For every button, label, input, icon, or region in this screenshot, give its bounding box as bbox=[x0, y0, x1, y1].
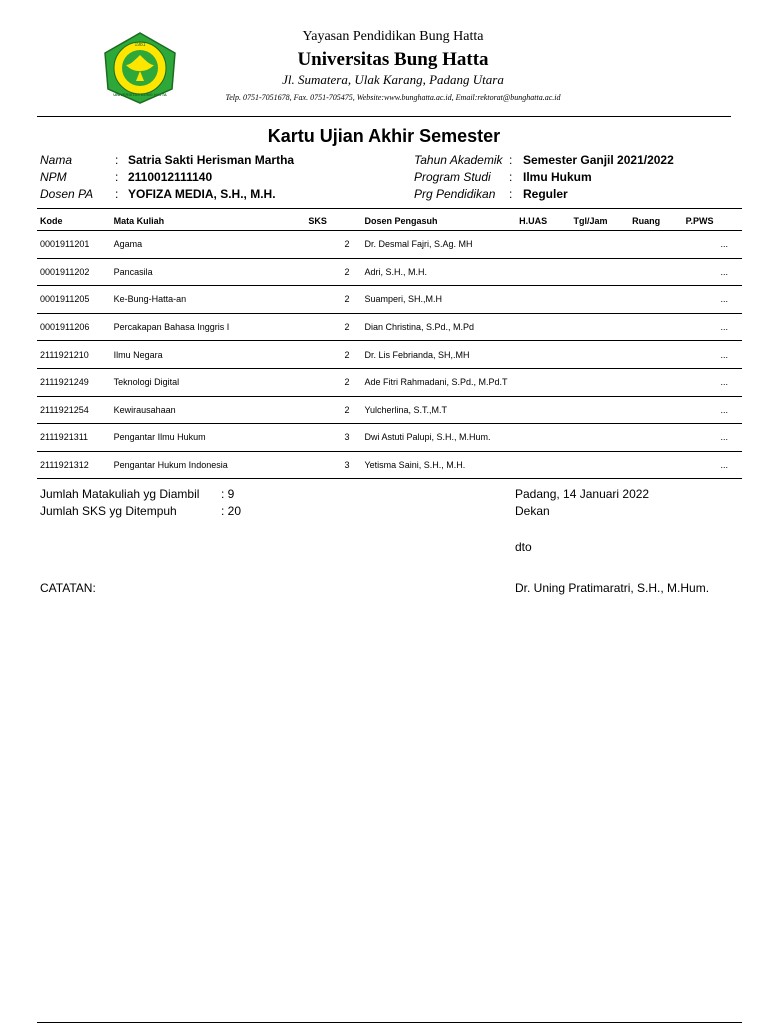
cell-ppws: ... bbox=[683, 396, 742, 424]
cell-sks: 2 bbox=[305, 396, 361, 424]
cell-sks: 2 bbox=[305, 231, 361, 259]
cell-tgl-jam bbox=[571, 286, 630, 314]
page-title: Kartu Ujian Akhir Semester bbox=[267, 126, 501, 146]
jumlah-mk-label: Jumlah Matakuliah yg Diambil bbox=[40, 487, 200, 501]
cell-kode: 0001911205 bbox=[37, 286, 111, 314]
cell-ruang bbox=[629, 341, 683, 369]
cell-dosen: Dr. Lis Febrianda, SH,.MH bbox=[362, 341, 517, 369]
cell-ppws: ... bbox=[683, 258, 742, 286]
col-kode: Kode bbox=[37, 211, 111, 231]
col-tgl-jam: Tgl/Jam bbox=[571, 211, 630, 231]
table-row bbox=[37, 258, 742, 286]
course-table bbox=[37, 211, 742, 479]
prg-pendidikan-label: Prg Pendidikan bbox=[414, 187, 496, 201]
signatory-position: Dekan bbox=[515, 504, 550, 518]
jumlah-sks-label: Jumlah SKS yg Ditempuh bbox=[40, 504, 177, 518]
cell-tgl-jam bbox=[571, 451, 630, 479]
dosen-pa-colon: : bbox=[115, 187, 119, 201]
col-mata-kuliah: Mata Kuliah bbox=[111, 211, 306, 231]
cell-mata-kuliah: Percakapan Bahasa Inggris I bbox=[111, 313, 306, 341]
cell-dosen: Ade Fitri Rahmadani, S.Pd., M.Pd.T bbox=[362, 368, 517, 396]
page-bottom-divider bbox=[37, 1022, 742, 1023]
cell-dosen: Yulcherlina, S.T.,M.T bbox=[362, 396, 517, 424]
col-ppws: P.PWS bbox=[683, 211, 742, 231]
signature-mark: dto bbox=[515, 540, 532, 554]
tahun-akademik-label: Tahun Akademik bbox=[414, 153, 503, 167]
cell-ppws: ... bbox=[683, 231, 742, 259]
cell-sks: 2 bbox=[305, 258, 361, 286]
table-row bbox=[37, 451, 742, 479]
table-row bbox=[37, 286, 742, 314]
university-address: Jl. Sumatera, Ulak Karang, Padang Utara bbox=[282, 72, 504, 87]
place-date: Padang, 14 Januari 2022 bbox=[515, 487, 650, 501]
table-top-divider bbox=[37, 208, 742, 209]
prg-pendidikan-value: Reguler bbox=[523, 187, 568, 201]
cell-kode: 2111921249 bbox=[37, 368, 111, 396]
cell-ppws: ... bbox=[683, 424, 742, 452]
cell-tgl-jam bbox=[571, 368, 630, 396]
cell-ruang bbox=[629, 424, 683, 452]
foundation-name: Yayasan Pendidikan Bung Hatta bbox=[302, 29, 484, 44]
logo-text: UNIVERSITAS BUNG HATTA bbox=[113, 92, 167, 97]
cell-huas bbox=[516, 396, 570, 424]
signatory-name: Dr. Uning Pratimaratri, S.H., M.Hum. bbox=[515, 581, 710, 595]
cell-sks: 2 bbox=[305, 313, 361, 341]
cell-ruang bbox=[629, 231, 683, 259]
table-row bbox=[37, 341, 742, 369]
cell-kode: 0001911206 bbox=[37, 313, 111, 341]
cell-mata-kuliah: Teknologi Digital bbox=[111, 368, 306, 396]
cell-mata-kuliah: Kewirausahaan bbox=[111, 396, 306, 424]
program-studi-label: Program Studi bbox=[414, 170, 491, 184]
cell-ruang bbox=[629, 313, 683, 341]
cell-kode: 2111921254 bbox=[37, 396, 111, 424]
table-row bbox=[37, 313, 742, 341]
cell-sks: 2 bbox=[305, 286, 361, 314]
cell-tgl-jam bbox=[571, 424, 630, 452]
cell-dosen: Yetisma Saini, S.H., M.H. bbox=[362, 451, 517, 479]
cell-ruang bbox=[629, 368, 683, 396]
tahun-akademik-value: Semester Ganjil 2021/2022 bbox=[523, 153, 674, 167]
cell-tgl-jam bbox=[571, 396, 630, 424]
table-row bbox=[37, 424, 742, 452]
program-studi-colon: : bbox=[509, 170, 513, 184]
cell-dosen: Dr. Desmal Fajri, S.Ag. MH bbox=[362, 231, 517, 259]
cell-ruang bbox=[629, 258, 683, 286]
cell-tgl-jam bbox=[571, 258, 630, 286]
cell-dosen: Suamperi, SH.,M.H bbox=[362, 286, 517, 314]
cell-mata-kuliah: Ilmu Negara bbox=[111, 341, 306, 369]
cell-mata-kuliah: Pengantar Hukum Indonesia bbox=[111, 451, 306, 479]
jumlah-mk-value: : 9 bbox=[221, 487, 235, 501]
cell-tgl-jam bbox=[571, 341, 630, 369]
cell-mata-kuliah: Agama bbox=[111, 231, 306, 259]
jumlah-sks-value: : 20 bbox=[221, 504, 242, 518]
table-row bbox=[37, 368, 742, 396]
cell-ppws: ... bbox=[683, 368, 742, 396]
dosen-pa-value: YOFIZA MEDIA, S.H., M.H. bbox=[128, 187, 276, 201]
cell-mata-kuliah: Pancasila bbox=[111, 258, 306, 286]
npm-label: NPM bbox=[40, 170, 67, 184]
cell-kode: 0001911202 bbox=[37, 258, 111, 286]
cell-tgl-jam bbox=[571, 231, 630, 259]
header-divider bbox=[37, 116, 731, 117]
university-name: Universitas Bung Hatta bbox=[297, 49, 489, 70]
cell-tgl-jam bbox=[571, 313, 630, 341]
nama-label: Nama bbox=[40, 153, 73, 167]
cell-kode: 2111921311 bbox=[37, 424, 111, 452]
npm-value: 2110012111140 bbox=[128, 170, 213, 184]
cell-huas bbox=[516, 313, 570, 341]
cell-sks: 2 bbox=[305, 341, 361, 369]
cell-kode: 0001911201 bbox=[37, 231, 111, 259]
table-header-row bbox=[37, 211, 742, 231]
catatan-label: CATATAN: bbox=[40, 581, 96, 595]
logo-year: 1981 bbox=[134, 42, 146, 48]
cell-ppws: ... bbox=[683, 313, 742, 341]
col-huas: H.UAS bbox=[516, 211, 570, 231]
col-ruang: Ruang bbox=[629, 211, 683, 231]
nama-value: Satria Sakti Herisman Martha bbox=[128, 153, 295, 167]
cell-huas bbox=[516, 451, 570, 479]
cell-dosen: Dwi Astuti Palupi, S.H., M.Hum. bbox=[362, 424, 517, 452]
cell-huas bbox=[516, 231, 570, 259]
cell-ruang bbox=[629, 451, 683, 479]
col-sks: SKS bbox=[305, 211, 361, 231]
npm-colon: : bbox=[115, 170, 119, 184]
cell-mata-kuliah: Pengantar Ilmu Hukum bbox=[111, 424, 306, 452]
cell-huas bbox=[516, 286, 570, 314]
program-studi-value: Ilmu Hukum bbox=[523, 170, 592, 184]
cell-ppws: ... bbox=[683, 341, 742, 369]
cell-mata-kuliah: Ke-Bung-Hatta-an bbox=[111, 286, 306, 314]
cell-ruang bbox=[629, 286, 683, 314]
table-row bbox=[37, 231, 742, 259]
cell-sks: 3 bbox=[305, 424, 361, 452]
tahun-akademik-colon: : bbox=[509, 153, 513, 167]
cell-dosen: Adri, S.H., M.H. bbox=[362, 258, 517, 286]
cell-huas bbox=[516, 424, 570, 452]
cell-kode: 2111921312 bbox=[37, 451, 111, 479]
cell-kode: 2111921210 bbox=[37, 341, 111, 369]
cell-ppws: ... bbox=[683, 451, 742, 479]
prg-pendidikan-colon: : bbox=[509, 187, 513, 201]
cell-huas bbox=[516, 258, 570, 286]
dosen-pa-label: Dosen PA bbox=[40, 187, 94, 201]
cell-huas bbox=[516, 341, 570, 369]
nama-colon: : bbox=[115, 153, 119, 167]
table-row bbox=[37, 396, 742, 424]
cell-ppws: ... bbox=[683, 286, 742, 314]
cell-sks: 3 bbox=[305, 451, 361, 479]
col-dosen-pengasuh: Dosen Pengasuh bbox=[362, 211, 517, 231]
cell-sks: 2 bbox=[305, 368, 361, 396]
cell-huas bbox=[516, 368, 570, 396]
university-contact: Telp. 0751-7051678, Fax. 0751-705475, Website:www.bunghatta.ac.id, Email:rektorat@bunghatta.ac.id bbox=[225, 93, 561, 102]
cell-dosen: Dian Christina, S.Pd., M.Pd bbox=[362, 313, 517, 341]
cell-ruang bbox=[629, 396, 683, 424]
